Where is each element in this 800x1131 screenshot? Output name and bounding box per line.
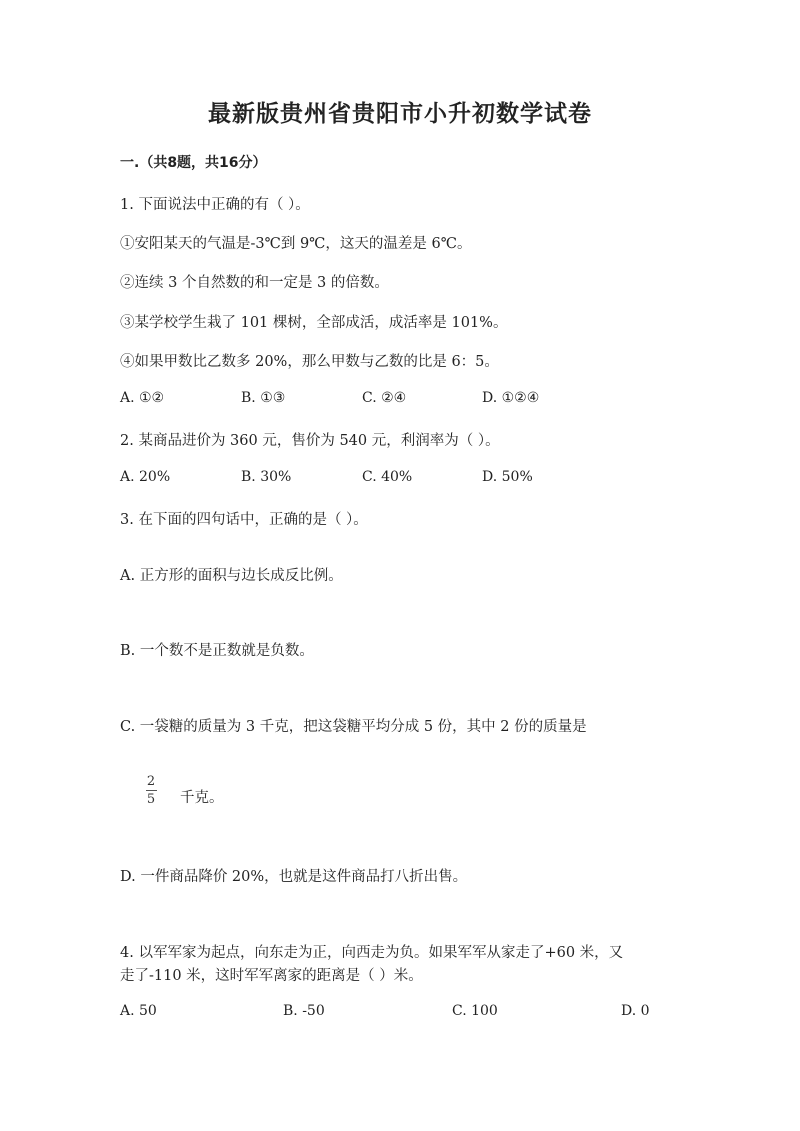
question-1-option-b[interactable]: B. ①③ <box>241 390 286 406</box>
fraction-numerator: 2 <box>146 774 156 789</box>
question-1-statement-1: ①安阳某天的气温是-3℃到 9℃，这天的温差是 6℃。 <box>120 236 472 252</box>
question-2-option-b[interactable]: B. 30% <box>241 469 292 485</box>
question-3-option-a[interactable]: A. 正方形的面积与边长成反比例。 <box>120 568 343 584</box>
fraction-denominator: 5 <box>146 792 156 807</box>
question-2-option-d[interactable]: D. 50% <box>482 469 533 485</box>
question-2-option-c[interactable]: C. 40% <box>362 469 413 485</box>
question-4-option-c[interactable]: C. 100 <box>452 1003 498 1019</box>
question-1-option-d[interactable]: D. ①②④ <box>482 390 540 406</box>
fraction-bar <box>146 790 157 791</box>
question-3-option-d[interactable]: D. 一件商品降价 20%，也就是这件商品打八折出售。 <box>120 869 468 885</box>
question-1-option-c[interactable]: C. ②④ <box>362 390 407 406</box>
question-4-option-d[interactable]: D. 0 <box>621 1003 650 1019</box>
question-4-option-a[interactable]: A. 50 <box>120 1003 157 1019</box>
question-1-statement-3: ③某学校学生栽了 101 棵树，全部成活，成活率是 101%。 <box>120 315 508 331</box>
question-1-option-a[interactable]: A. ①② <box>120 390 165 406</box>
question-4-stem-line-2: 走了-110 米，这时军军离家的距离是（ ）米。 <box>120 968 423 984</box>
question-1-statement-4: ④如果甲数比乙数多 20%，那么甲数与乙数的比是 6：5。 <box>120 354 499 370</box>
question-2-option-a[interactable]: A. 20% <box>120 469 171 485</box>
fraction-two-fifths <box>144 774 158 807</box>
question-1-statement-2: ②连续 3 个自然数的和一定是 3 的倍数。 <box>120 275 389 291</box>
page-title: 最新版贵州省贵阳市小升初数学试卷 <box>208 100 592 127</box>
question-3-stem: 3. 在下面的四句话中，正确的是（ ）。 <box>120 512 368 528</box>
question-4-option-b[interactable]: B. -50 <box>283 1003 325 1019</box>
question-3-option-c-unit: 千克。 <box>180 790 224 806</box>
question-3-option-c[interactable]: C. 一袋糖的质量为 3 千克，把这袋糖平均分成 5 份，其中 2 份的质量是 <box>120 719 587 735</box>
section-heading: 一.（共8题，共16分） <box>120 155 267 171</box>
question-3-option-b[interactable]: B. 一个数不是正数就是负数。 <box>120 643 314 659</box>
question-4-stem-line-1: 4. 以军军家为起点，向东走为正，向西走为负。如果军军从家走了+60 米，又 <box>120 945 624 961</box>
question-1-stem: 1. 下面说法中正确的有（ ）。 <box>120 197 310 213</box>
question-2-stem: 2. 某商品进价为 360 元，售价为 540 元，利润率为（ ）。 <box>120 433 500 449</box>
